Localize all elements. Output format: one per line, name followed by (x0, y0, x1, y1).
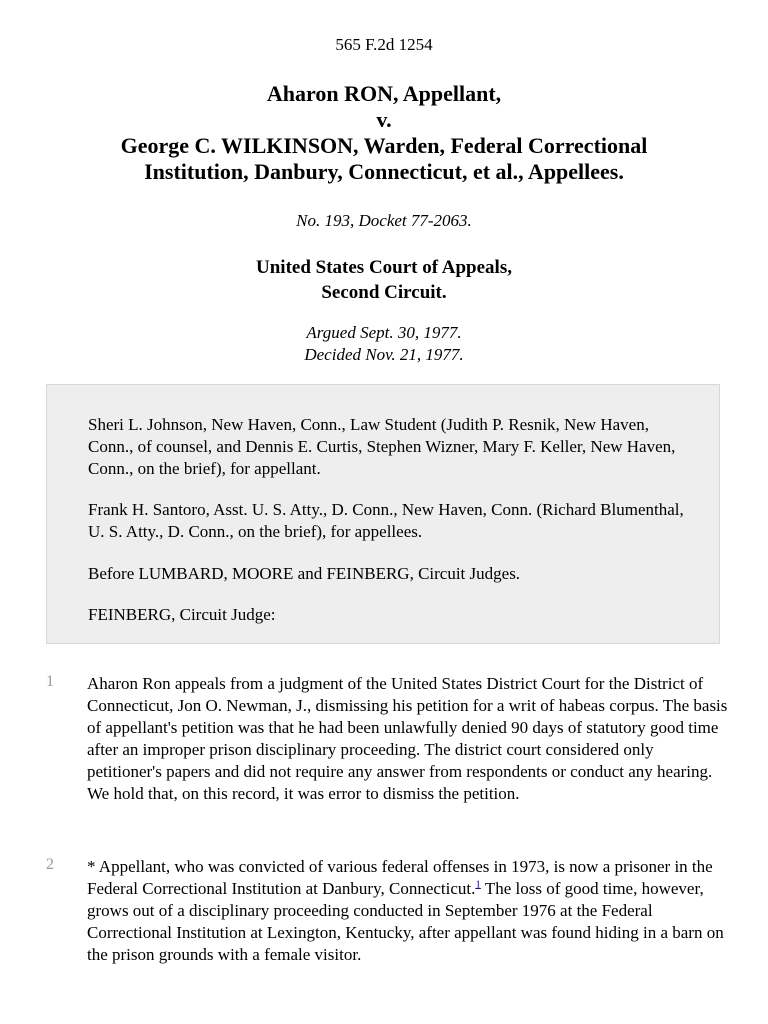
paragraph-text (87, 856, 732, 966)
case-citation: 565 F.2d 1254 (335, 35, 433, 54)
appellee-name-line1: George C. WILKINSON, Warden, Federal Correctional (120, 133, 648, 158)
paragraph-number: 1 (46, 673, 54, 690)
appellee-name-line2: Institution, Danbury, Connecticut, et al., Appellees. (144, 159, 624, 184)
decided-date: Decided Nov. 21, 1977. (304, 345, 464, 364)
appellant-counsel: Sheri L. Johnson, New Haven, Conn., Law Student (Judith P. Resnik, New Haven, Conn., of counsel, and Dennis E. Curtis, Stephen Wizner, Mary F. Keller, New Haven, Conn., on the brief), for appellant. (88, 415, 676, 478)
paragraph-text-before: * Appellant, who was convicted of various federal offenses in 1973, is now a prisoner in the Federal Correctional Institution at Danbury, Connecticut. (87, 857, 713, 898)
appellee-counsel: Frank H. Santoro, Asst. U. S. Atty., D. Conn., New Haven, Conn. (Richard Blumenthal, U. S. Atty., D. Conn., on the brief), for appellees. (88, 500, 684, 541)
case-dates (0, 322, 768, 366)
docket-number: No. 193, Docket 77-2063. (296, 211, 472, 230)
appellant-name: Aharon RON, Appellant, (266, 81, 502, 106)
opinion-author: FEINBERG, Circuit Judge: (88, 605, 276, 624)
court-name-line2: Second Circuit. (321, 282, 447, 303)
argued-date: Argued Sept. 30, 1977. (306, 323, 462, 342)
versus: v. (376, 107, 392, 132)
paragraph-text-after: The loss of good time, however, grows out of a disciplinary proceeding conducted in September 1976 at the Federal Correctional Institution at Lexington, Kentucky, after appellant was found hiding in a barn on the prison grounds with a female visitor. (87, 879, 724, 964)
court-name-line1: United States Court of Appeals, (256, 257, 512, 278)
judges-panel: Before LUMBARD, MOORE and FEINBERG, Circuit Judges. (88, 564, 521, 583)
court-name (0, 255, 768, 305)
paragraph-number: 2 (46, 856, 54, 873)
footnote-link[interactable]: 1 (475, 878, 481, 891)
paragraph-text: Aharon Ron appeals from a judgment of the United States District Court for the District of Connecticut, Jon O. Newman, J., dismissing his petition for a writ of habeas corpus. The basis of appellant's petition was that he had been unlawfully denied 90 days of statutory good time after an improper prison disciplinary proceeding. The district court considered only petitioner's papers and did not require any answer from respondents or conduct any hearing. We hold that, on this record, it was error to dismiss the petition. (87, 674, 728, 803)
case-title (40, 81, 728, 185)
counsel-box (46, 384, 720, 644)
